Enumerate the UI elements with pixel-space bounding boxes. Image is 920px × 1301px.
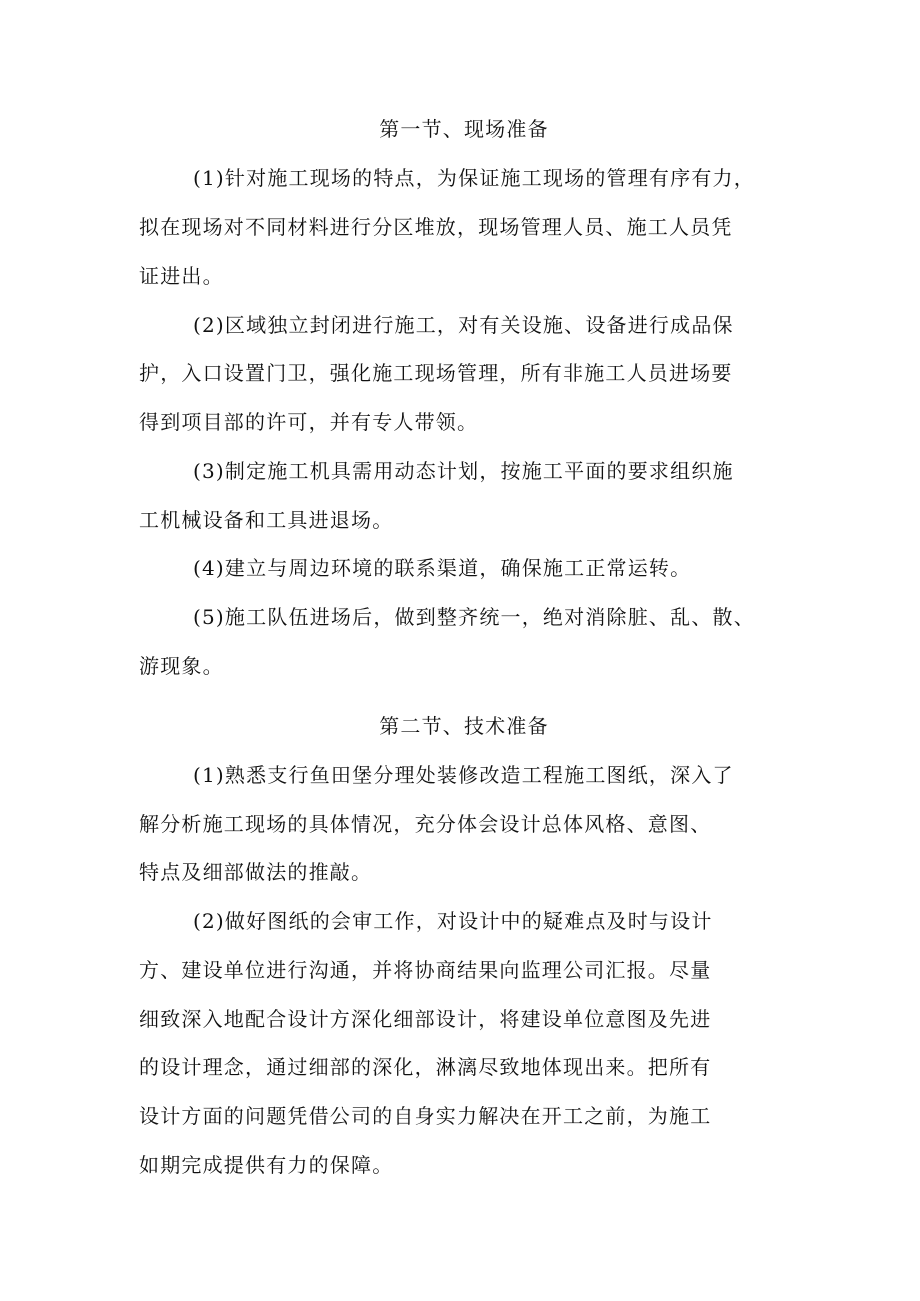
paragraph-line: 方、建设单位进行沟通，并将协商结果向监理公司汇报。尽量 bbox=[139, 958, 712, 982]
paragraph-line: 如期完成提供有力的保障。 bbox=[139, 1153, 394, 1177]
paragraph-line: 细致深入地配合设计方深化细部设计，将建设单位意图及先进 bbox=[139, 1007, 712, 1031]
paragraph-line: 得到项目部的许可，并有专人带领。 bbox=[139, 410, 479, 434]
paragraph-line: (3)制定施工机具需用动态计划，按施工平面的要求组织施 bbox=[193, 459, 734, 483]
paragraph-line: 证进出。 bbox=[139, 264, 224, 288]
paragraph-line: 游现象。 bbox=[139, 654, 224, 678]
paragraph-line: (2)区域独立封闭进行施工，对有关设施、设备进行成品保 bbox=[193, 313, 734, 337]
paragraph-line: 的设计理念，通过细部的深化，淋漓尽致地体现出来。把所有 bbox=[139, 1055, 712, 1079]
paragraph-line: 特点及细部做法的推敲。 bbox=[139, 860, 373, 884]
paragraph-line: 设计方面的问题凭借公司的自身实力解决在开工之前，为施工 bbox=[139, 1104, 712, 1128]
paragraph-line: (2)做好图纸的会审工作，对设计中的疑难点及时与设计 bbox=[193, 909, 713, 933]
paragraph-line: 护，入口设置门卫，强化施工现场管理，所有非施工人员进场要 bbox=[139, 361, 733, 385]
paragraph-line: (1)熟悉支行鱼田堡分理处装修改造工程施工图纸，深入了 bbox=[193, 763, 734, 787]
section-heading-2: 第二节、技术准备 bbox=[379, 714, 549, 738]
paragraph-line: (1)针对施工现场的特点，为保证施工现场的管理有序有力， bbox=[193, 166, 755, 190]
paragraph-line: 拟在现场对不同材料进行分区堆放，现场管理人员、施工人员凭 bbox=[139, 215, 733, 239]
section-heading-1: 第一节、现场准备 bbox=[379, 117, 549, 141]
paragraph-line: 解分析施工现场的具体情况，充分体会设计总体风格、意图、 bbox=[139, 812, 712, 836]
paragraph-line: (5)施工队伍进场后，做到整齐统一，绝对消除脏、乱、散、 bbox=[193, 605, 755, 629]
paragraph-line: 工机械设备和工具进退场。 bbox=[139, 508, 394, 532]
paragraph-line: (4)建立与周边环境的联系渠道，确保施工正常运转。 bbox=[193, 556, 692, 580]
